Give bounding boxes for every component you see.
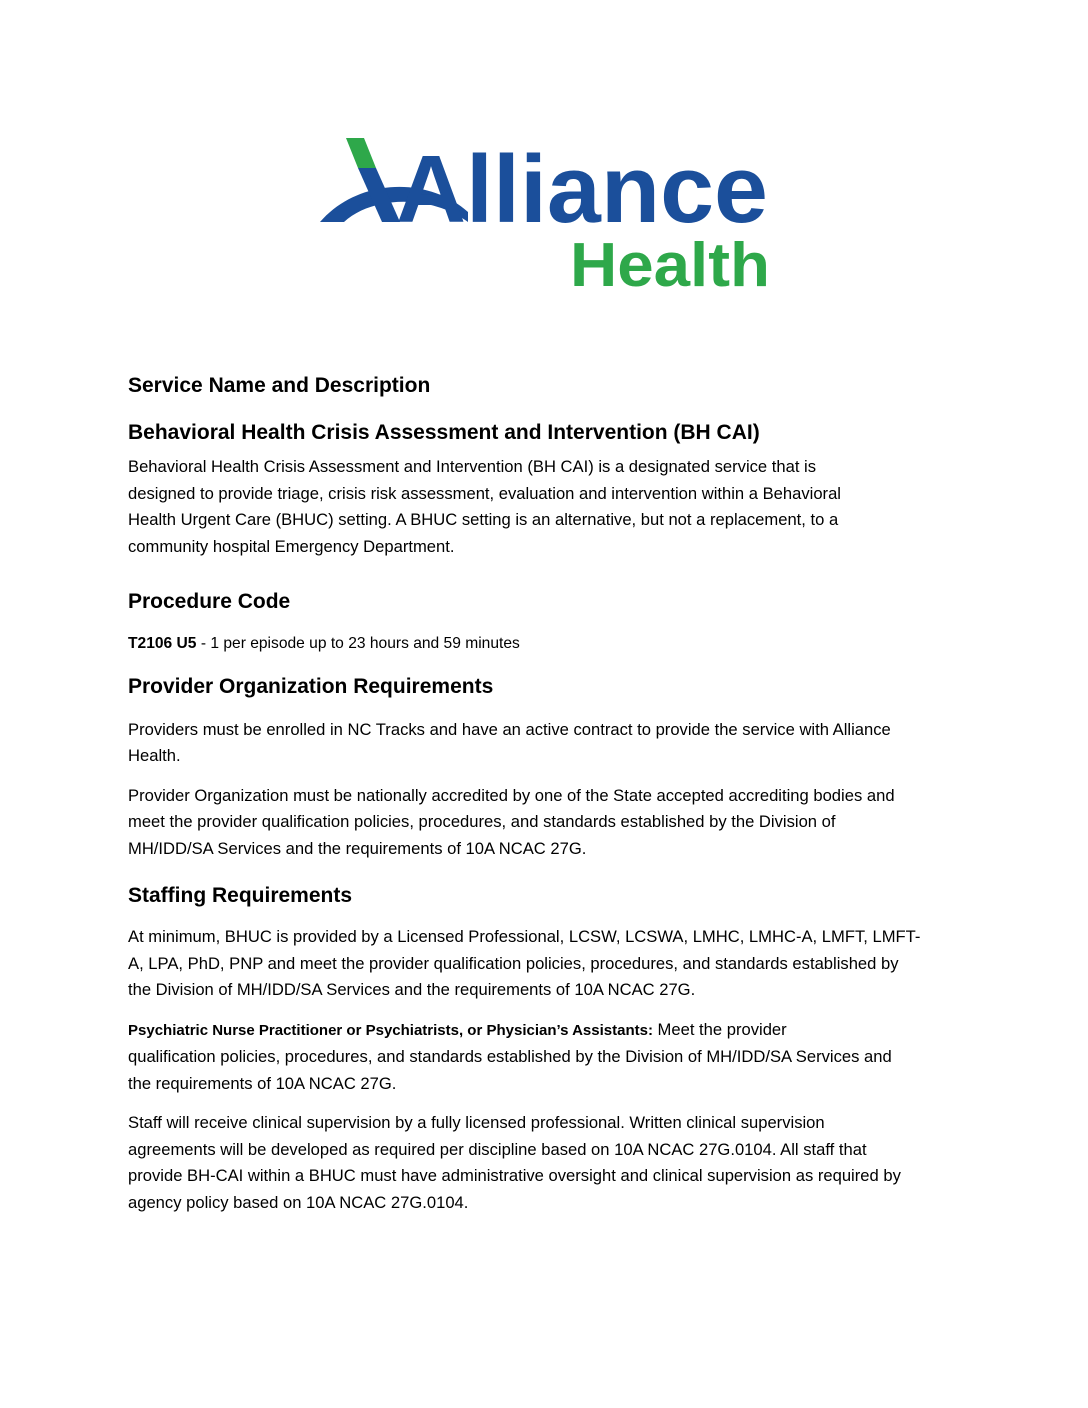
logo-graphic <box>318 120 778 300</box>
procedure-code: T2106 U5 <box>128 635 197 652</box>
section-heading-procedure: Procedure Code <box>128 590 291 613</box>
logo-word-alliance: Alliance <box>396 136 768 243</box>
provider-requirement-2: Provider Organization must be nationally accredited by one of the State accepted accrediting bodies and meet the provider qualification policies, procedures, and standards established by the Division of MH/IDD/SA Services and the requirements of 10A NCAC 27G. <box>128 785 895 858</box>
service-description: Behavioral Health Crisis Assessment and Intervention (BH CAI) is a designated service that is designed to provide triage, crisis risk assessment, evaluation and intervention within a Behavioral Health Urgent Care (BHUC) setting. A BHUC setting is an alternative, but not a replacement, to a community hospital Emergency Department. <box>128 457 841 556</box>
section-heading-service: Service Name and Description <box>128 374 431 397</box>
service-name-heading: Behavioral Health Crisis Assessment and Intervention (BH CAI) <box>128 421 760 444</box>
section-heading-provider: Provider Organization Requirements <box>128 674 494 698</box>
document-body <box>128 372 960 1216</box>
alliance-health-logo <box>318 120 778 300</box>
provider-requirement-1: Providers must be enrolled in NC Tracks and have an active contract to provide the service with Alliance Health. <box>128 719 891 765</box>
staffing-requirement-3: Staff will receive clinical supervision by a fully licensed professional. Written clinical supervision agreements will be developed as required per discipline based on 10A NCAC 27G.0104. All staff that provide BH-CAI within a BHUC must have administrative oversight and clinical supervision as required by agency policy based on 10A NCAC 27G.0104. <box>128 1113 901 1212</box>
staffing-requirement-2: Psychiatric Nurse Practitioner or Psychiatrists, or Physician’s Assistants: Meet the provider qualification policies, procedures, and standards established by the Division of MH/IDD/SA Services and the requirements of 10A NCAC 27G. <box>128 1019 892 1093</box>
staffing-requirement-1: At minimum, BHUC is provided by a Licensed Professional, LCSW, LCSWA, LMHC, LMHC-A, LMFT, LMFT- A, LPA, PhD, PNP and meet the provider qualification policies, procedures, and standards established by the Division of MH/IDD/SA Services and the requirements of 10A NCAC 27G. <box>128 927 921 999</box>
logo-word-health: Health <box>570 231 770 300</box>
procedure-code-detail: - 1 per episode up to 23 hours and 59 minutes <box>196 635 520 652</box>
logo-a-green-peak <box>346 138 376 168</box>
procedure-code-line <box>128 631 960 658</box>
section-heading-staffing: Staffing Requirements <box>128 884 353 907</box>
staff-role-label: Psychiatric Nurse Practitioner or Psychiatrists, or Physician’s Assistants: <box>128 1021 653 1039</box>
